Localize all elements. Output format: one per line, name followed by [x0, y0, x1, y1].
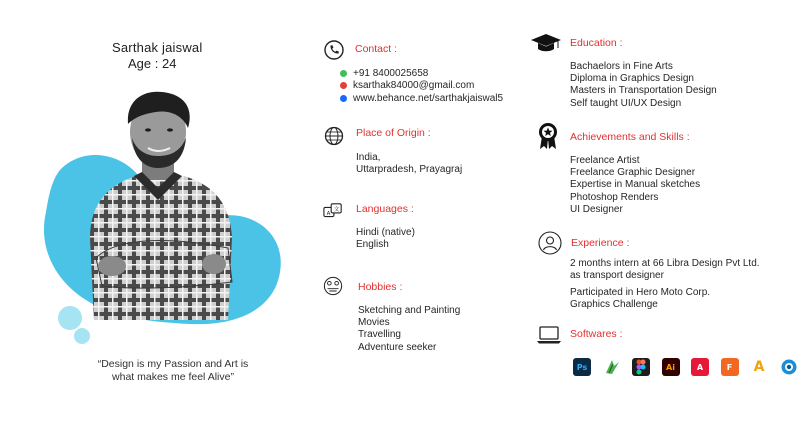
contact-website-text: www.behance.net/sarthakjaiswal5 — [353, 92, 504, 104]
language-item: English — [356, 239, 389, 251]
achievement-item: Freelance Artist — [570, 155, 640, 166]
achievements-title: Achievements and Skills : — [570, 131, 690, 143]
hobbies-list — [358, 305, 460, 354]
experience-item: Graphics Challenge — [570, 299, 658, 311]
contact-phone-text: +91 8400025658 — [353, 67, 429, 79]
education-item: Self taught UI/UX Design — [570, 97, 682, 109]
hobby-item: Travelling — [358, 329, 401, 341]
achievement-item: Freelance Graphic Designer — [570, 167, 696, 179]
keyshot-icon — [780, 358, 798, 376]
origin-list — [356, 152, 462, 176]
hobbies-icon — [323, 276, 343, 296]
experience-title: Experience : — [571, 237, 630, 249]
contact-phone[interactable] — [340, 67, 503, 80]
globe-icon — [324, 126, 344, 146]
svg-text:A: A — [326, 211, 331, 218]
contact-email[interactable] — [340, 80, 503, 93]
graduation-cap-icon — [530, 33, 562, 53]
hobby-item: Movies — [358, 317, 390, 329]
quote-line-2: what makes me feel Alive” — [112, 371, 234, 383]
sketchbook-icon — [603, 358, 621, 376]
origin-title: Place of Origin : — [356, 127, 431, 139]
contact-email-text: ksarthak84000@gmail.com — [353, 80, 475, 92]
software-icons-row — [573, 358, 798, 376]
languages-list — [356, 227, 415, 251]
achievements-list — [570, 155, 700, 216]
languages-title: Languages : — [356, 203, 414, 215]
gmail-icon — [340, 82, 347, 89]
origin-line: Uttarpradesh, Prayagraj — [356, 164, 463, 176]
3dsmax-icon: F — [721, 358, 739, 376]
decor-bubble-small — [74, 328, 90, 344]
quote-line-1: “Design is my Passion and Art is — [97, 358, 249, 370]
alias-icon: A — [750, 358, 768, 376]
education-item: Diploma in Graphics Design — [570, 73, 694, 85]
profile-quote — [68, 358, 278, 384]
hobbies-title: Hobbies : — [358, 281, 403, 293]
profile-name: Sarthak jaiswal — [112, 40, 203, 55]
behance-icon — [340, 95, 347, 102]
achievement-item: Expertise in Manual sketches — [570, 179, 701, 191]
experience-icon — [538, 231, 562, 255]
language-item: Hindi (native) — [356, 227, 415, 238]
whatsapp-icon — [340, 70, 347, 77]
figma-icon — [632, 358, 650, 376]
profile-age: Age : 24 — [128, 56, 177, 71]
svg-text:文: 文 — [333, 207, 340, 214]
education-item: Masters in Transportation Design — [570, 85, 717, 97]
achievement-item: Photoshop Renders — [570, 191, 659, 203]
education-list — [570, 61, 717, 110]
experience-item: as transport designer — [570, 270, 664, 282]
experience-item: Participated in Hero Moto Corp. — [570, 287, 711, 298]
phone-icon — [324, 40, 344, 60]
experience-list-2 — [570, 287, 710, 311]
hobby-item: Sketching and Painting — [358, 305, 461, 316]
translate-icon — [323, 202, 343, 222]
profile-portrait — [76, 88, 244, 320]
contact-title: Contact : — [355, 43, 398, 55]
illustrator-icon: Ai — [662, 358, 680, 376]
education-item: Bachaelors in Fine Arts — [570, 61, 673, 72]
award-badge-icon — [538, 122, 558, 150]
autocad-icon: A — [691, 358, 709, 376]
softwares-title: Softwares : — [570, 328, 623, 340]
laptop-icon — [536, 325, 562, 345]
experience-list — [570, 258, 760, 282]
experience-item: 2 months intern at 66 Libra Design Pvt Ltd. — [570, 258, 760, 269]
origin-line: India, — [356, 152, 381, 163]
education-title: Education : — [570, 37, 623, 49]
hobby-item: Adventure seeker — [358, 341, 437, 353]
contact-website[interactable] — [340, 92, 503, 105]
contact-list — [340, 67, 503, 105]
achievement-item: UI Designer — [570, 203, 623, 215]
photoshop-icon: Ps — [573, 358, 591, 376]
